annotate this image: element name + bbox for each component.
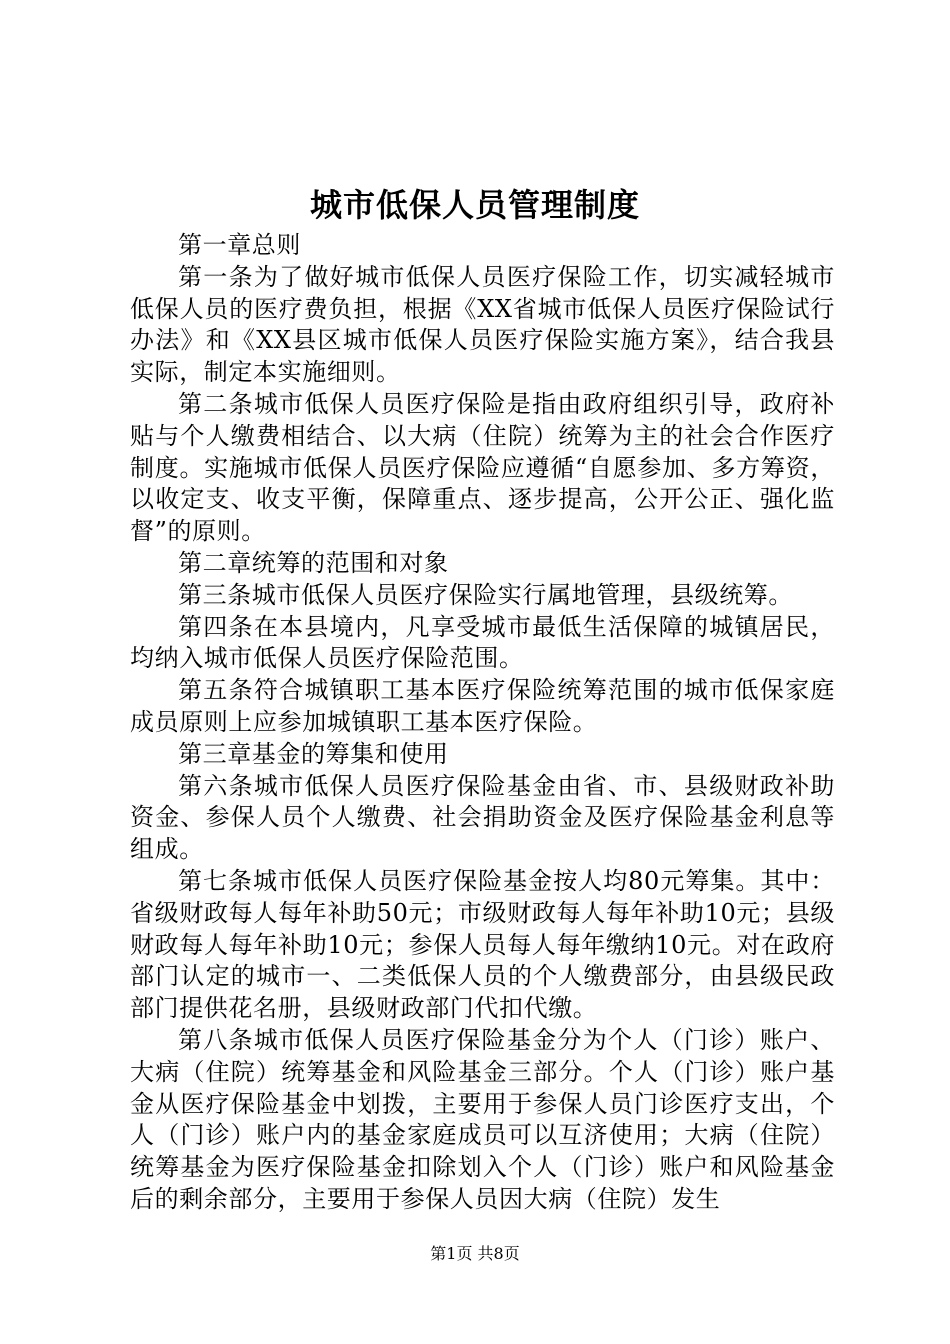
article-paragraph: 第七条城市低保人员医疗保险基金按人均80元筹集。其中：省级财政每人每年补助50元；市级财政每人每年补助10元；县级财政每人每年补助10元；参保人员每人每年缴纳10元。对在政府部门认定的城市一、二类低保人员的个人缴费部分，由县级民政部门提供花名册，县级财政部门代扣代缴。 [130,866,835,1023]
chapter-heading: 第二章统筹的范围和对象 [178,548,449,577]
document-body [130,230,835,1216]
chapter-heading: 第三章基金的筹集和使用 [178,739,449,768]
article-paragraph: 第五条符合城镇职工基本医疗保险统筹范围的城市低保家庭成员原则上应参加城镇职工基本医疗保险。 [130,676,835,736]
article-paragraph: 第一条为了做好城市低保人员医疗保险工作，切实减轻城市低保人员的医疗费负担，根据《XX省城市低保人员医疗保险试行办法》和《XX县区城市低保人员医疗保险实施方案》，结合我县实际，制定本实施细则。 [130,262,835,387]
chapter-heading: 第一章总则 [178,231,301,259]
page-footer: 第1页 共8页 [430,1244,520,1263]
article-paragraph: 第八条城市低保人员医疗保险基金分为个人（门诊）账户、大病（住院）统筹基金和风险基金三部分。个人（门诊）账户基金从医疗保险基金中划拨，主要用于参保人员门诊医疗支出，个人（门诊）账户内的基金家庭成员可以互济使用；大病（住院）统筹基金为医疗保险基金扣除划入个人（门诊）账户和风险基金后的剩余部分，主要用于参保人员因大病（住院）发生 [130,1025,835,1213]
article-paragraph: 第六条城市低保人员医疗保险基金由省、市、县级财政补助资金、参保人员个人缴费、社会捐助资金及医疗保险基金利息等组成。 [130,771,835,864]
article-paragraph: 第四条在本县境内，凡享受城市最低生活保障的城镇居民，均纳入城市低保人员医疗保险范围。 [130,612,835,673]
article-paragraph: 第二条城市低保人员医疗保险是指由政府组织引导，政府补贴与个人缴费相结合、以大病（住院）统筹为主的社会合作医疗制度。实施城市低保人员医疗保险应遵循“自愿参加、多方筹资，以收定支、收支平衡，保障重点、逐步提高，公开公正、强化监督”的原则。 [130,389,835,546]
document-title: 城市低保人员管理制度 [309,186,640,224]
article-paragraph: 第三条城市低保人员医疗保险实行属地管理，县级统筹。 [178,580,793,609]
